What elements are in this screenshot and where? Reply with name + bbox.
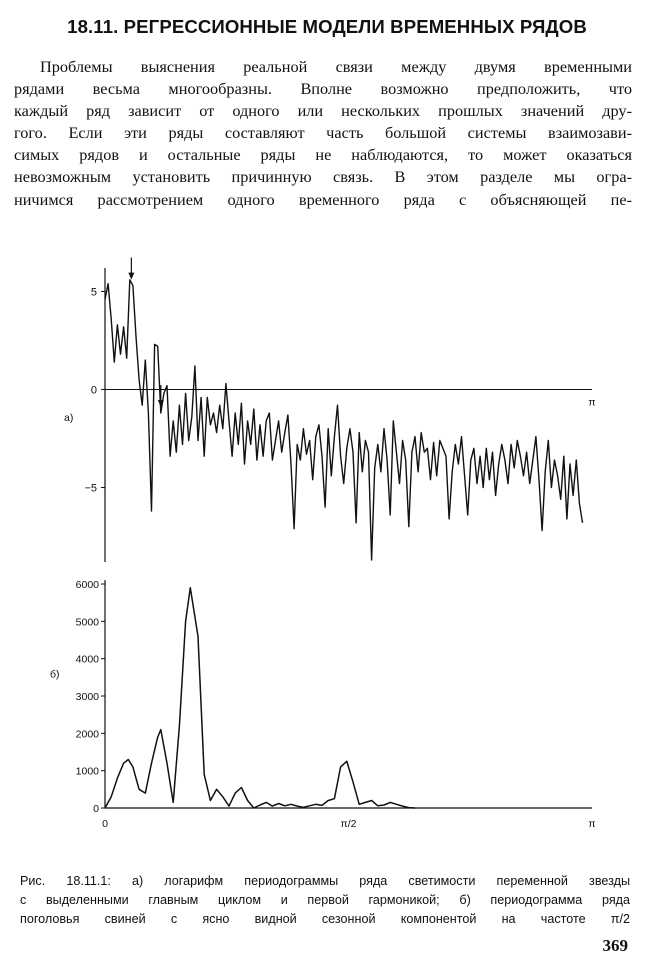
- x-tick-label: 0: [102, 818, 108, 830]
- y-tick-label: 3000: [75, 691, 99, 703]
- y-tick-label: 0: [93, 803, 99, 815]
- paragraph-line: симых рядов и остальные ряды не наблюдаются, то может оказаться: [14, 145, 632, 165]
- arrow-head: [128, 273, 134, 280]
- x-tick-label: π: [588, 396, 596, 409]
- paragraph-line: рядами весьма многообразны. Вполне возможно предположить, что: [14, 79, 632, 99]
- body-paragraph: [14, 56, 632, 211]
- page-number: 369: [602, 936, 628, 955]
- caption-line: поголовья свиней с ясно видной сезонной компонентой на частоте π/2: [20, 912, 630, 927]
- x-tick-label: π: [588, 818, 596, 830]
- paragraph-line: гого. Если эти ряды составляют часть большой системы взаимозави-: [14, 123, 632, 143]
- y-tick-label: 4000: [75, 653, 99, 666]
- panel-label: б): [50, 668, 60, 681]
- periodogram-chart: [0, 570, 650, 860]
- caption-line: с выделенными главным циклом и первой гармоникой; б) периодограмма ряда: [20, 893, 630, 908]
- panel-label: а): [64, 411, 74, 424]
- section-heading: 18.11. РЕГРЕССИОННЫЕ МОДЕЛИ ВРЕМЕННЫХ РЯДОВ: [67, 16, 587, 37]
- series-line: [105, 588, 415, 808]
- figure-caption: [20, 872, 630, 930]
- y-tick-label: 0: [90, 384, 97, 397]
- y-tick-label: −5: [84, 482, 97, 495]
- paragraph-line: Проблемы выяснения реальной связи между двумя временными: [40, 57, 632, 76]
- y-tick-label: 5: [90, 286, 97, 299]
- caption-line: Рис. 18.11.1: а) логарифм периодограммы ряда светимости переменной звезды: [20, 874, 630, 888]
- series-line: [105, 280, 583, 560]
- y-tick-label: 6000: [75, 579, 99, 591]
- y-tick-label: 2000: [75, 728, 99, 741]
- paragraph-line: каждый ряд зависит от одного или нескольких прошлых значений дру-: [14, 101, 632, 121]
- paragraph-line: невозможным установить причинную связь. В этом разделе мы огра-: [14, 167, 632, 187]
- y-tick-label: 5000: [75, 616, 99, 629]
- paragraph-line: ничимся рассмотрением одного временного ряда с объясняющей пе-: [14, 189, 632, 209]
- x-tick-label: π/2: [340, 818, 357, 830]
- y-tick-label: 1000: [75, 765, 99, 778]
- log-periodogram-chart: [0, 250, 650, 570]
